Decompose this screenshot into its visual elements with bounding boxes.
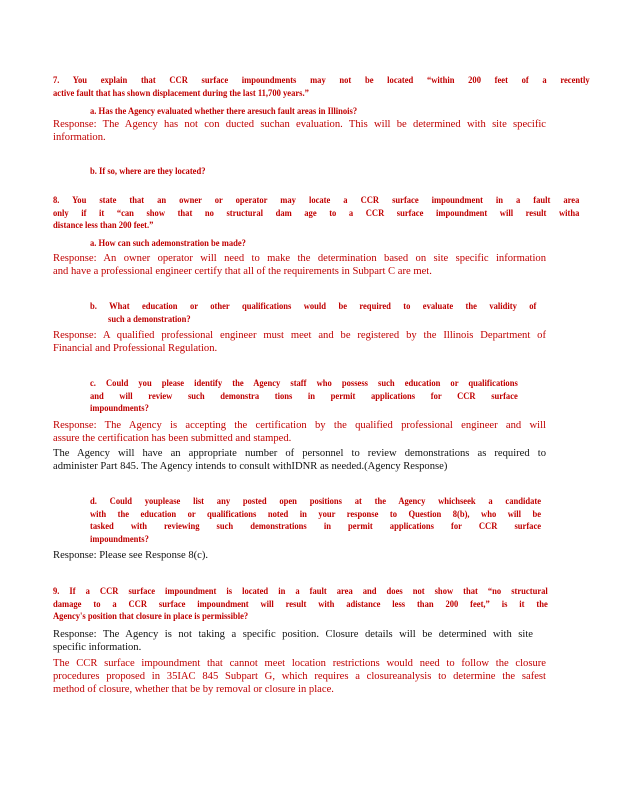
question-7a: a. Has the Agency evaluated whether there aresuch fault areas in Illinois? (90, 106, 358, 116)
question-9-cont: Agency's position that closure in place is permissible? (53, 611, 249, 621)
question-9: 9. If a CCR surface impoundment is located in a fault area and does not show that “no structural damage to a CCR surface impoundment will result with adistance less than 200 feet,” is it the (53, 586, 548, 609)
question-8b-cont: such a demonstration? (108, 314, 191, 324)
question-8b: b. What education or other qualifications would be required to evaluate the validity of (90, 301, 537, 311)
response-8d: Response: Please see Response 8(c). (53, 550, 209, 561)
question-7-line-1: 7. You explain that CCR surface impoundments may not be located “within 200 feet of a recently (53, 75, 590, 85)
response-9-closure: The CCR surface impoundment that cannot meet location restrictions would need to follow the closure procedures proposed in 35IAC 845 Subpart G, which requires a closureanalysis to determine the safest method of closure, whether that be by removal or closure in place. (53, 658, 546, 695)
question-7-line-2: active fault that has shown displacement during the last 11,700 years.” (53, 88, 309, 98)
question-8d-cont: impoundments? (90, 534, 149, 544)
question-7 (53, 74, 590, 87)
question-7-cont (53, 87, 402, 100)
question-8: 8. You state that an owner or operator may locate a CCR surface impoundment in a fault area only if it “can show that no structural dam age to a CCR surface impoundment will result witha (53, 195, 580, 218)
question-8c: c. Could you please identify the Agency staff who possess such education or qualifications and will review such demonstra tions in permit applications for CCR surface (90, 378, 518, 401)
response-8a: Response: An owner operator will need to make the determination based on site specific information and have a professional engineer certify that all of the requirements in Subpart C are met. (53, 253, 546, 277)
response-9: Response: The Agency is not taking a specific position. Closure details will be determined with site specific information. (53, 629, 533, 653)
response-8c-staff: The Agency will have an appropriate number of personnel to review demonstrations as required to administer Part 845. The Agency intends to consult withIDNR as needed.(Agency Response) (53, 448, 546, 472)
question-8c-cont: impoundments? (90, 403, 149, 413)
response-8c: Response: The Agency is accepting the certification by the qualified professional engineer and will assure the certification has been submitted and stamped. (53, 420, 546, 444)
question-8d: d. Could youplease list any posted open positions at the Agency whichseek a candidate with the education or qualifications noted in your response to Question 8(b), who will be tasked with reviewing such demonstrations in permit applications for CCR surface (90, 496, 542, 531)
response-7a: Response: The Agency has not con ducted suchan evaluation. This will be determined with site specific information. (53, 119, 546, 143)
question-8-cont: distance less than 200 feet.” (53, 220, 154, 230)
question-7b: b. If so, where are they located? (90, 166, 206, 176)
question-8a: a. How can such ademonstration be made? (90, 238, 246, 248)
response-8b: Response: A qualified professional engineer must meet and be registered by the Illinois Department of Financial and Professional Regulation. (53, 330, 546, 354)
